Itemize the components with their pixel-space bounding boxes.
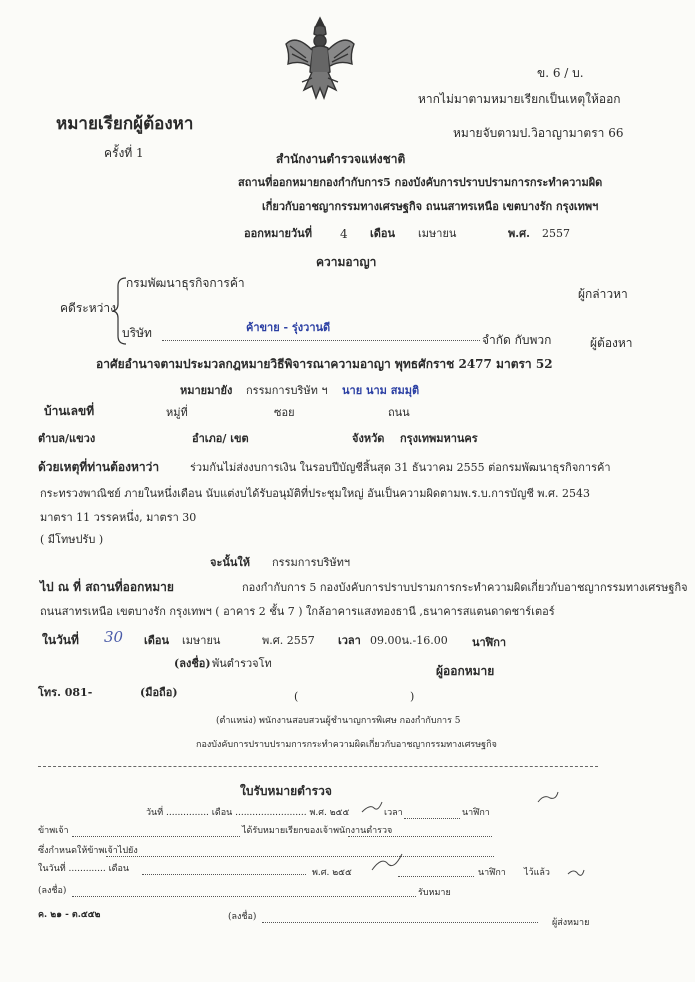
receipt-received-dotline <box>348 836 492 837</box>
section-divider <box>38 766 598 767</box>
case-type: ความอาญา <box>316 255 377 269</box>
charge-line-4: ( มีโทษปรับ ) <box>40 533 104 546</box>
soi-label: ซอย <box>274 406 295 419</box>
receipt-sign-1: (ลงชื่อ) <box>38 886 67 896</box>
province-label: จังหวัด <box>352 432 385 445</box>
issue-year-label: พ.ศ. <box>508 227 530 240</box>
appointment-time: 09.00น.-16.00 <box>370 634 448 647</box>
road-label: ถนน <box>388 406 410 419</box>
mobile-label: (มือถือ) <box>140 686 178 699</box>
plaintiff-role: ผู้กล่าวหา <box>578 287 628 301</box>
defendant-role: ผู้ต้องหา <box>590 336 633 350</box>
agency-name: สำนักงานตำรวจแห่งชาติ <box>276 152 406 166</box>
house-no-label: บ้านเลขที่ <box>44 404 95 418</box>
warning-line-1: หากไม่มาตามหมายเรียกเป็นเหตุให้ออก <box>418 92 621 106</box>
company-suffix: จำกัด กับพวก <box>482 333 552 347</box>
receipt-receiver: รับหมาย <box>418 888 451 898</box>
receipt-on-date: ในวันที่ ............. เดือน <box>38 864 130 874</box>
charge-line-3: มาตรา 11 วรรคหนึ่ง, มาตรา 30 <box>40 511 197 524</box>
issuing-place-line-1: สถานที่ออกหมายกองกำกับการ5 กองบังคับการปราบปรามการกระทำความผิด <box>238 176 603 189</box>
appointment-month: เมษายน <box>182 634 221 647</box>
receipt-delivered: ผู้ส่งหมาย <box>552 918 590 928</box>
form-code: ข. 6 / บ. <box>537 66 584 80</box>
receipt-date-line: วันที่ ............... เดือน ......................... พ.ศ. ๒๕๕ <box>146 808 350 818</box>
order-place-line-2: ถนนสาทรเหนือ เขตบางรัก กรุงเทพฯ ( อาคาร 2 ชั้น 7 ) ใกล้อาคารแสงทองธานี ,ธนาคารสแตนดาดชาร์เตอร์ <box>40 605 555 618</box>
receipt-sign-2: (ลงชื่อ) <box>228 912 257 922</box>
receipt-year-text: พ.ศ. ๒๕๕ <box>312 868 352 878</box>
receipt-time-label: เวลา <box>384 808 403 818</box>
receipt-title: ใบรับหมายตำรวจ <box>240 784 332 798</box>
addressee-name: นาย นาม สมมุติ <box>342 384 420 397</box>
appointment-time-label: เวลา <box>338 634 361 647</box>
issue-day: 4 <box>340 227 348 241</box>
position-line-2: กองบังคับการปราบปรามการกระทำความผิดเกี่ยวกับอาชญากรรมทางเศรษฐกิจ <box>196 740 497 750</box>
issuer-role: ผู้ออกหมาย <box>436 664 495 678</box>
issue-number: ครั้งที่ 1 <box>104 146 144 160</box>
garuda-emblem-icon <box>282 14 358 102</box>
addressee-to: กรรมการบริษัท ฯ <box>246 384 328 397</box>
legal-basis: อาศัยอำนาจตามประมวลกฎหมายวิธีพิจารณาความอาญา พุทธศักราช 2477 มาตรา 52 <box>96 357 553 371</box>
issue-month: เมษายน <box>418 227 457 240</box>
appointment-month-label: เดือน <box>144 634 170 647</box>
receipt-month-dotline <box>142 874 306 875</box>
issue-month-label: เดือน <box>370 227 396 240</box>
signer-rank: พันตำรวจโท <box>212 657 272 670</box>
issue-date-label: ออกหมายวันที่ <box>244 227 312 240</box>
receipt-clock-unit: นาฬิกา <box>462 808 490 818</box>
company-name: ค้าขาย - รุ่งวานดี <box>246 321 331 334</box>
receipt-appoint-dotline <box>106 856 494 857</box>
charge-label: ด้วยเหตุที่ท่านต้องหาว่า <box>38 460 160 474</box>
province-name: กรุงเทพมหานคร <box>400 432 478 445</box>
appointment-day: 30 <box>104 628 124 646</box>
receipt-time-dotline <box>404 818 460 819</box>
issue-year: 2557 <box>542 227 570 240</box>
handwritten-check-icon <box>360 800 384 818</box>
handwritten-check-icon <box>370 852 404 878</box>
warning-line-2: หมายจับตามป.วิอาญามาตรา 66 <box>453 126 624 140</box>
subdistrict-label: ตำบล/แขวง <box>38 432 96 445</box>
receipt-appoint-label: ซึ่งกำหนดให้ข้าพเจ้าไปยัง <box>38 846 138 856</box>
order-place-line-1: กองกำกับการ 5 กองบังคับการปราบปรามการกระทำความผิดเกี่ยวกับอาชญากรรมทางเศรษฐกิจ <box>242 581 688 594</box>
receipt-sign-1-dotline <box>72 896 416 897</box>
paren-close: ) <box>410 690 415 703</box>
appointment-time-unit: นาฬิกา <box>472 636 507 649</box>
receipt-clock-label: นาฬิกา <box>478 868 506 878</box>
handwritten-mark-icon <box>536 788 562 808</box>
receipt-me-label: ข้าพเจ้า <box>38 826 69 836</box>
addressee-label: หมายมายัง <box>180 384 233 397</box>
position-line-1: (ตำแหน่ง) พนักงานสอบสวนผู้ชำนาญการพิเศษ กองกำกับการ 5 <box>216 716 461 726</box>
charge-line-1: ร่วมกันไม่ส่งงบการเงิน ในรอบปีบัญชีสิ้นสุด 31 ธันวาคม 2555 ต่อกรมพัฒนาธุรกิจการค้า <box>190 461 611 474</box>
order-label: จะนั้นให้ <box>210 556 251 569</box>
handwritten-mark-icon <box>566 866 586 880</box>
receipt-sign-2-dotline <box>262 922 538 923</box>
moo-label: หมู่ที่ <box>166 406 188 419</box>
plaintiff-name: กรมพัฒนาธุรกิจการค้า <box>126 276 245 290</box>
issuing-place-line-2: เกี่ยวกับอาชญากรรมทางเศรษฐกิจ ถนนสาทรเหนือ เขตบางรัก กรุงเทพฯ <box>262 200 599 213</box>
appointment-date-label: ในวันที่ <box>42 633 79 647</box>
company-dotline <box>162 340 480 341</box>
receipt-done: ไว้แล้ว <box>524 868 550 878</box>
company-prefix: บริษัท <box>122 326 152 340</box>
appointment-year: พ.ศ. 2557 <box>262 634 315 647</box>
order-to: กรรมการบริษัทฯ <box>272 556 351 569</box>
phone-label: โทร. 081- <box>38 686 93 699</box>
district-label: อำเภอ/ เขต <box>192 432 249 445</box>
go-to-label: ไป ณ ที่ สถานที่ออกหมาย <box>40 580 174 594</box>
paren-open: ( <box>294 690 299 703</box>
sign-label: (ลงชื่อ) <box>174 657 211 670</box>
receipt-clock-dotline <box>398 876 474 877</box>
receipt-received-text: ได้รับหมายเรียกของเจ้าพนักงานตำรวจ <box>242 826 393 836</box>
receipt-me-dotline <box>72 836 240 837</box>
charge-line-2: กระทรวงพาณิชย์ ภายในหนึ่งเดือน นับแต่งบได้รับอนุมัติที่ประชุมใหญ่ อันเป็นความผิดตามพ.ร.บ.การบัญชี พ.ศ. 2543 <box>40 487 591 500</box>
between-label: คดีระหว่าง <box>60 301 116 315</box>
page-title: หมายเรียกผู้ต้องหา <box>56 114 194 134</box>
receipt-form-no: ค. ๒๑ - ต.๕๕๒ <box>38 910 101 920</box>
